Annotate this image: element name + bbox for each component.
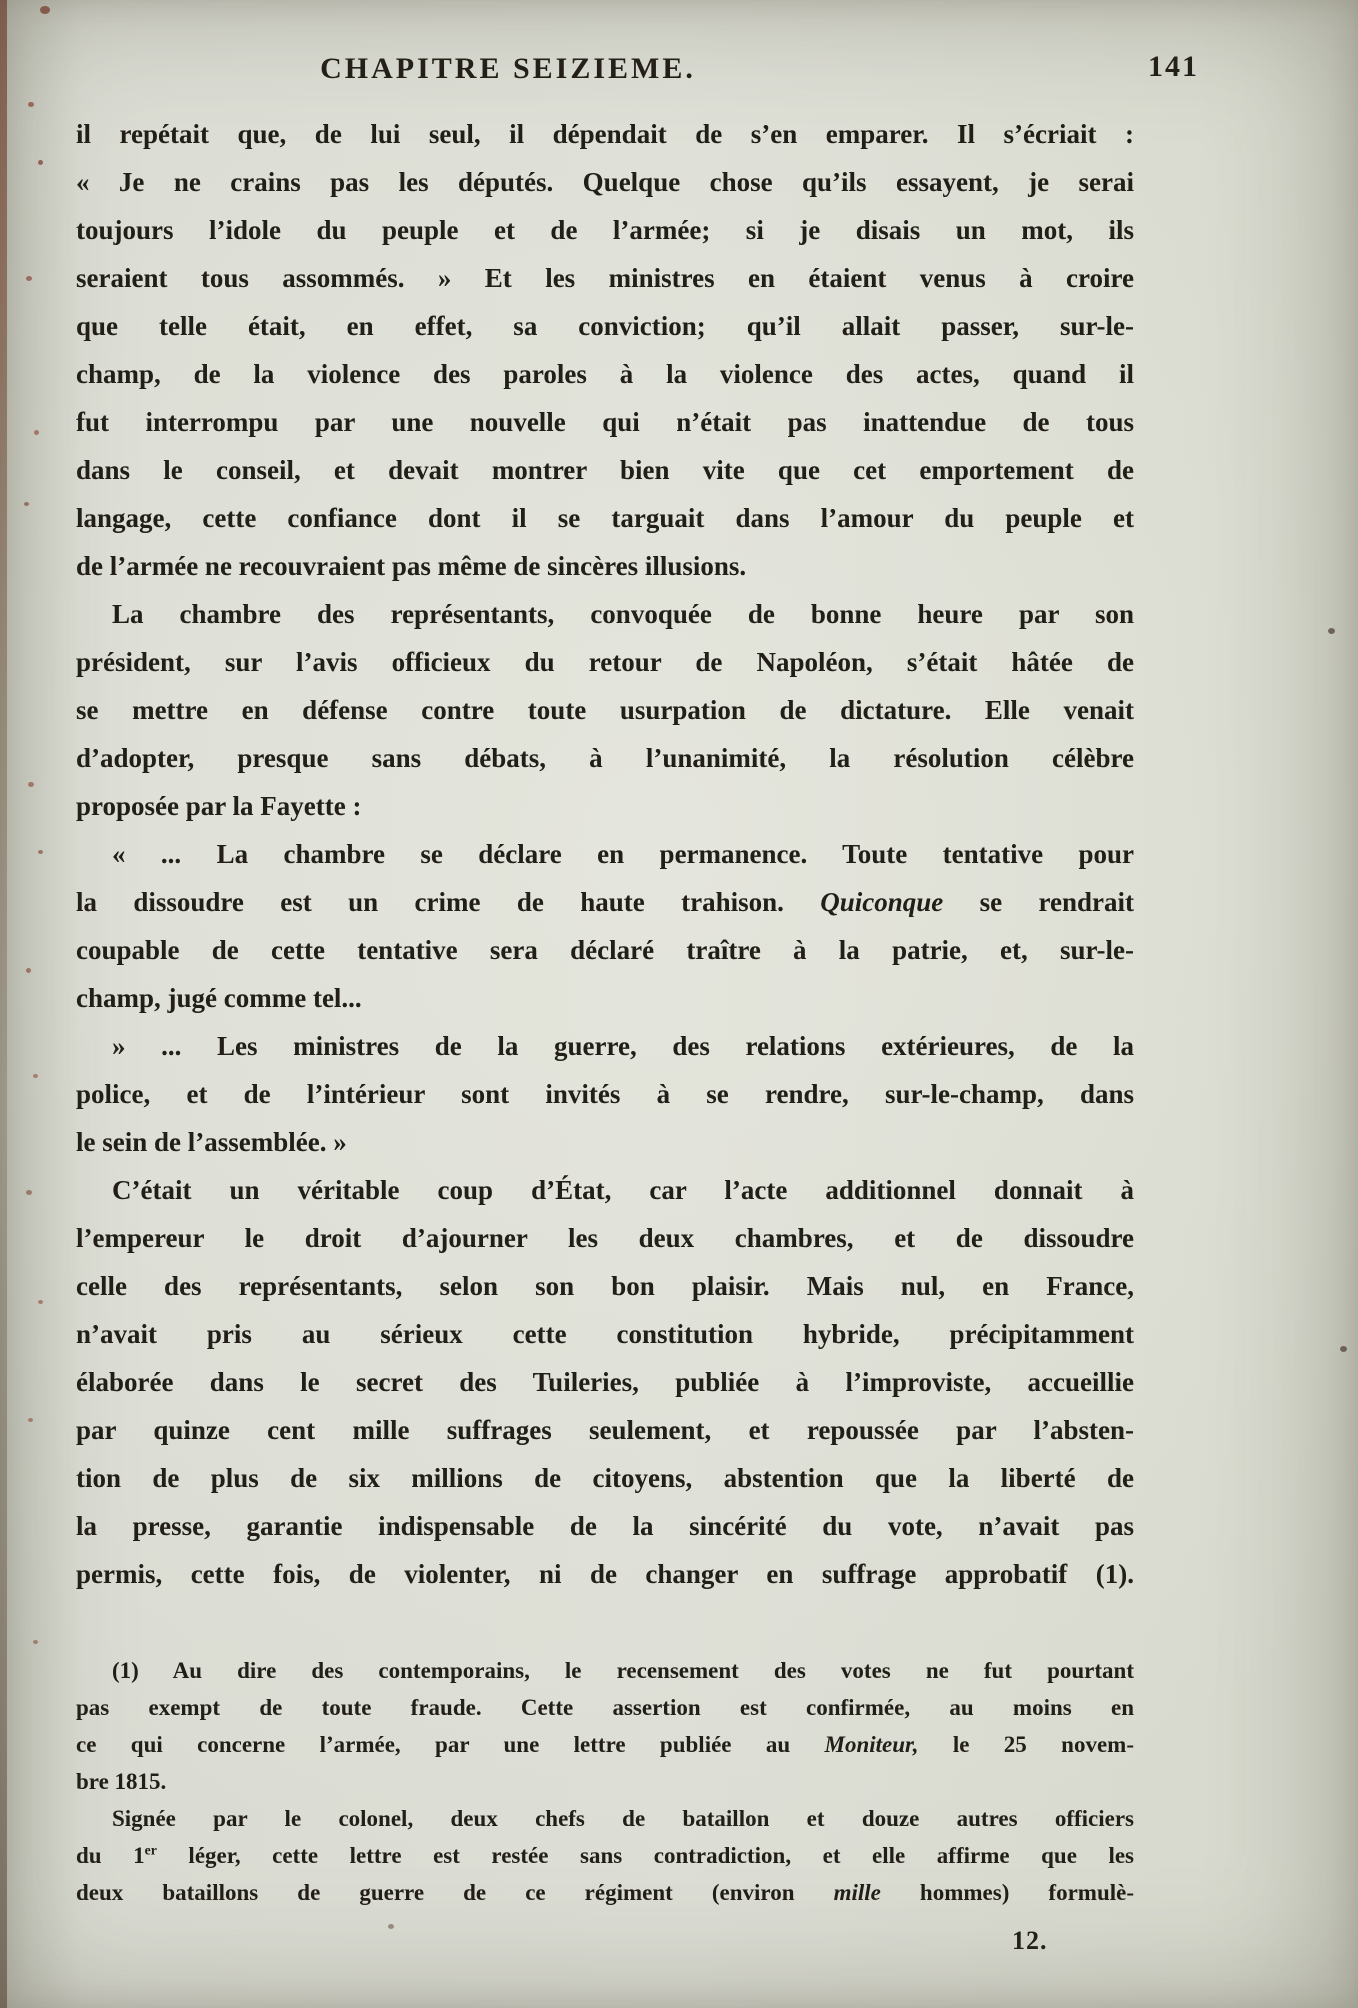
text-line: élaborée dans le secret des Tuileries, publiée à l’improviste, accueillie — [76, 1367, 1134, 1397]
text-line: » ... Les ministres de la guerre, des relations extérieures, de la — [112, 1031, 1134, 1061]
text-line: que telle était, en effet, sa conviction; qu’il allait passer, sur-le- — [76, 311, 1134, 341]
scan-speck — [24, 502, 29, 506]
text-line: C’était un véritable coup d’État, car l’acte additionnel donnait à — [112, 1175, 1134, 1205]
scan-speck — [28, 1418, 33, 1422]
text-line: du 1er léger, cette lettre est restée sans contradiction, et elle affirme que les — [76, 1842, 1134, 1868]
scan-speck — [388, 1924, 394, 1929]
scan-speck — [26, 276, 32, 281]
text-line: « Je ne crains pas les députés. Quelque chose qu’ils essayent, je serai — [76, 167, 1134, 197]
text-line: police, et de l’intérieur sont invités à se rendre, sur-le-champ, dans — [76, 1079, 1134, 1109]
text-line: langage, cette confiance dont il se targuait dans l’amour du peuple et — [76, 503, 1134, 533]
text-line: par quinze cent mille suffrages seulement, et repoussée par l’absten- — [76, 1415, 1134, 1445]
text-line: il repétait que, de lui seul, il dépendait de s’en emparer. Il s’écriait : — [76, 119, 1134, 149]
scan-speck — [33, 1074, 38, 1078]
paragraph — [76, 830, 1134, 1022]
scan-speck — [28, 102, 34, 107]
footnote-paragraph — [76, 1652, 1134, 1800]
text-line: « ... La chambre se déclare en permanence. Toute tentative pour — [112, 839, 1134, 869]
footnote-paragraph — [76, 1800, 1134, 1911]
paragraph — [76, 1022, 1134, 1166]
text-line: celle des représentants, selon son bon plaisir. Mais nul, en France, — [76, 1271, 1134, 1301]
text-line: n’avait pris au sérieux cette constitution hybride, précipitamment — [76, 1319, 1134, 1349]
scan-speck — [1340, 1346, 1347, 1352]
text-line: bre 1815. — [76, 1769, 167, 1794]
text-line: permis, cette fois, de violenter, ni de changer en suffrage approbatif (1). — [76, 1559, 1134, 1589]
text-line: champ, jugé comme tel... — [76, 983, 362, 1013]
scan-speck — [34, 430, 39, 435]
paragraph — [76, 110, 1134, 590]
scan-speck — [38, 160, 43, 165]
footnote — [76, 1652, 1134, 1911]
page-edge-stain — [0, 0, 7, 2008]
text-line: champ, de la violence des paroles à la violence des actes, quand il — [76, 359, 1134, 389]
text-line: la dissoudre est un crime de haute trahison. Quiconque se rendrait — [76, 887, 1134, 917]
text-line: seraient tous assommés. » Et les ministres en étaient venus à croire — [76, 263, 1134, 293]
text-line: le sein de l’assemblée. » — [76, 1127, 347, 1157]
page-number: 141 — [1148, 50, 1199, 83]
paragraph — [76, 590, 1134, 830]
paragraph — [76, 1166, 1134, 1598]
chapter-heading: CHAPITRE SEIZIEME. — [320, 52, 696, 85]
scan-speck — [26, 1190, 32, 1195]
text-line: coupable de cette tentative sera déclaré traître à la patrie, et, sur-le- — [76, 935, 1134, 965]
body-text — [76, 110, 1134, 1598]
text-line: d’adopter, presque sans débats, à l’unanimité, la résolution célèbre — [76, 743, 1134, 773]
text-line: fut interrompu par une nouvelle qui n’était pas inattendue de tous — [76, 407, 1134, 437]
text-line: Signée par le colonel, deux chefs de bataillon et douze autres officiers — [112, 1806, 1134, 1831]
scan-speck — [38, 1300, 43, 1304]
scan-speck — [1328, 628, 1335, 634]
signature-mark: 12. — [1012, 1926, 1048, 1955]
text-line: proposée par la Fayette : — [76, 791, 362, 821]
scan-speck — [28, 782, 34, 787]
text-line: ce qui concerne l’armée, par une lettre publiée au Moniteur, le 25 novem- — [76, 1732, 1134, 1757]
text-line: (1) Au dire des contemporains, le recensement des votes ne fut pourtant — [112, 1658, 1134, 1683]
scan-speck — [26, 968, 31, 973]
text-line: la presse, garantie indispensable de la sincérité du vote, n’avait pas — [76, 1511, 1134, 1541]
text-line: La chambre des représentants, convoquée de bonne heure par son — [112, 599, 1134, 629]
text-line: président, sur l’avis officieux du retour de Napoléon, s’était hâtée de — [76, 647, 1134, 677]
text-line: tion de plus de six millions de citoyens, abstention que la liberté de — [76, 1463, 1134, 1493]
scan-speck — [38, 850, 43, 854]
text-line: deux bataillons de guerre de ce régiment (environ mille hommes) formulè- — [76, 1880, 1134, 1905]
scan-speck — [40, 6, 50, 14]
text-line: pas exempt de toute fraude. Cette assertion est confirmée, au moins en — [76, 1695, 1134, 1720]
text-line: de l’armée ne recouvraient pas même de sincères illusions. — [76, 551, 747, 581]
text-line: dans le conseil, et devait montrer bien vite que cet emportement de — [76, 455, 1134, 485]
scan-speck — [33, 1640, 38, 1644]
text-line: l’empereur le droit d’ajourner les deux chambres, et de dissoudre — [76, 1223, 1134, 1253]
text-line: se mettre en défense contre toute usurpation de dictature. Elle venait — [76, 695, 1134, 725]
text-line: toujours l’idole du peuple et de l’armée; si je disais un mot, ils — [76, 215, 1134, 245]
